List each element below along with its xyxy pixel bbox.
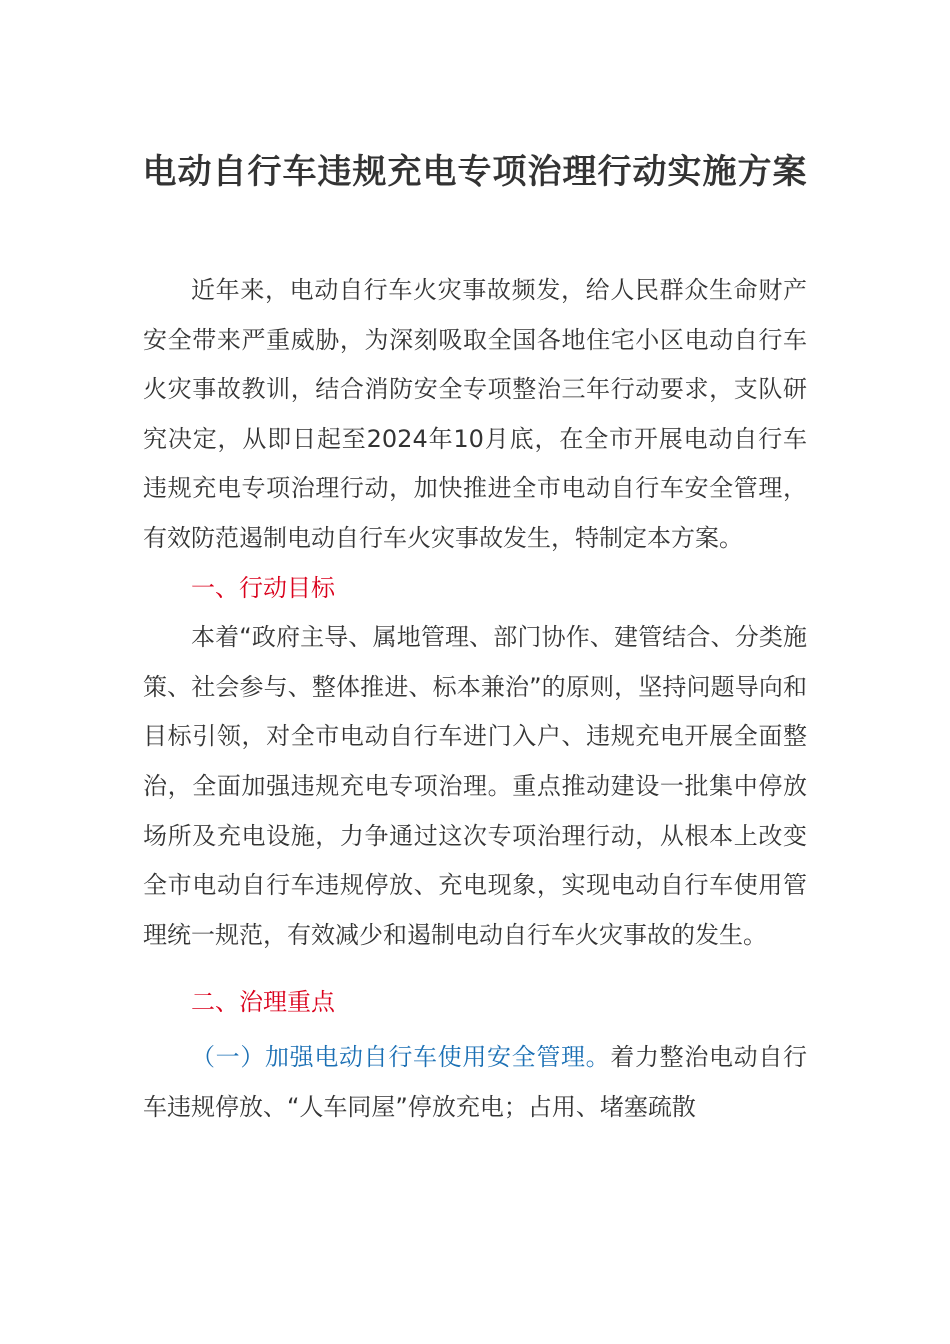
sub-heading-text: 着力整治电动自行车违规停放、“人车同屋”停放充电；占用、堵塞疏散 (143, 1042, 808, 1121)
section-heading-goals: 一、行动目标 (191, 573, 335, 602)
document-title: 电动自行车违规充电专项治理行动实施方案 (142, 152, 808, 192)
section-paragraph-goals: 本着“政府主导、属地管理、部门协作、建管结合、分类施策、社会参与、整体推进、标本兼治”的原则，坚持问题导向和目标引领，对全市电动自行车进门入户、违规充电开展全面整治，全面加强违规充电专项治理。重点推动建设一批集中停放场所及充电设施，力争通过这次专项治理行动，从根本上改变全市电动自行车违规停放、充电现象，实现电动自行车使用管理统一规范，有效减少和遏制电动自行车火灾事故的发生。 (143, 623, 807, 949)
intro-paragraph: 近年来，电动自行车火灾事故频发，给人民群众生命财产安全带来严重威胁，为深刻吸取全国各地住宅小区电动自行车火灾事故教训，结合消防安全专项整治三年行动要求，支队研究决定，从即日起至2024年10月底，在全市开展电动自行车违规充电专项治理行动，加快推进全市电动自行车安全管理，有效防范遏制电动自行车火灾事故发生，特制定本方案。 (143, 276, 807, 552)
document-body (143, 266, 807, 1132)
section-heading-key-points: 二、治理重点 (191, 988, 335, 1017)
sub-heading-usage-safety: （一）加强电动自行车使用安全管理。 (191, 1042, 611, 1071)
section-paragraph-key-points (143, 1033, 807, 1132)
